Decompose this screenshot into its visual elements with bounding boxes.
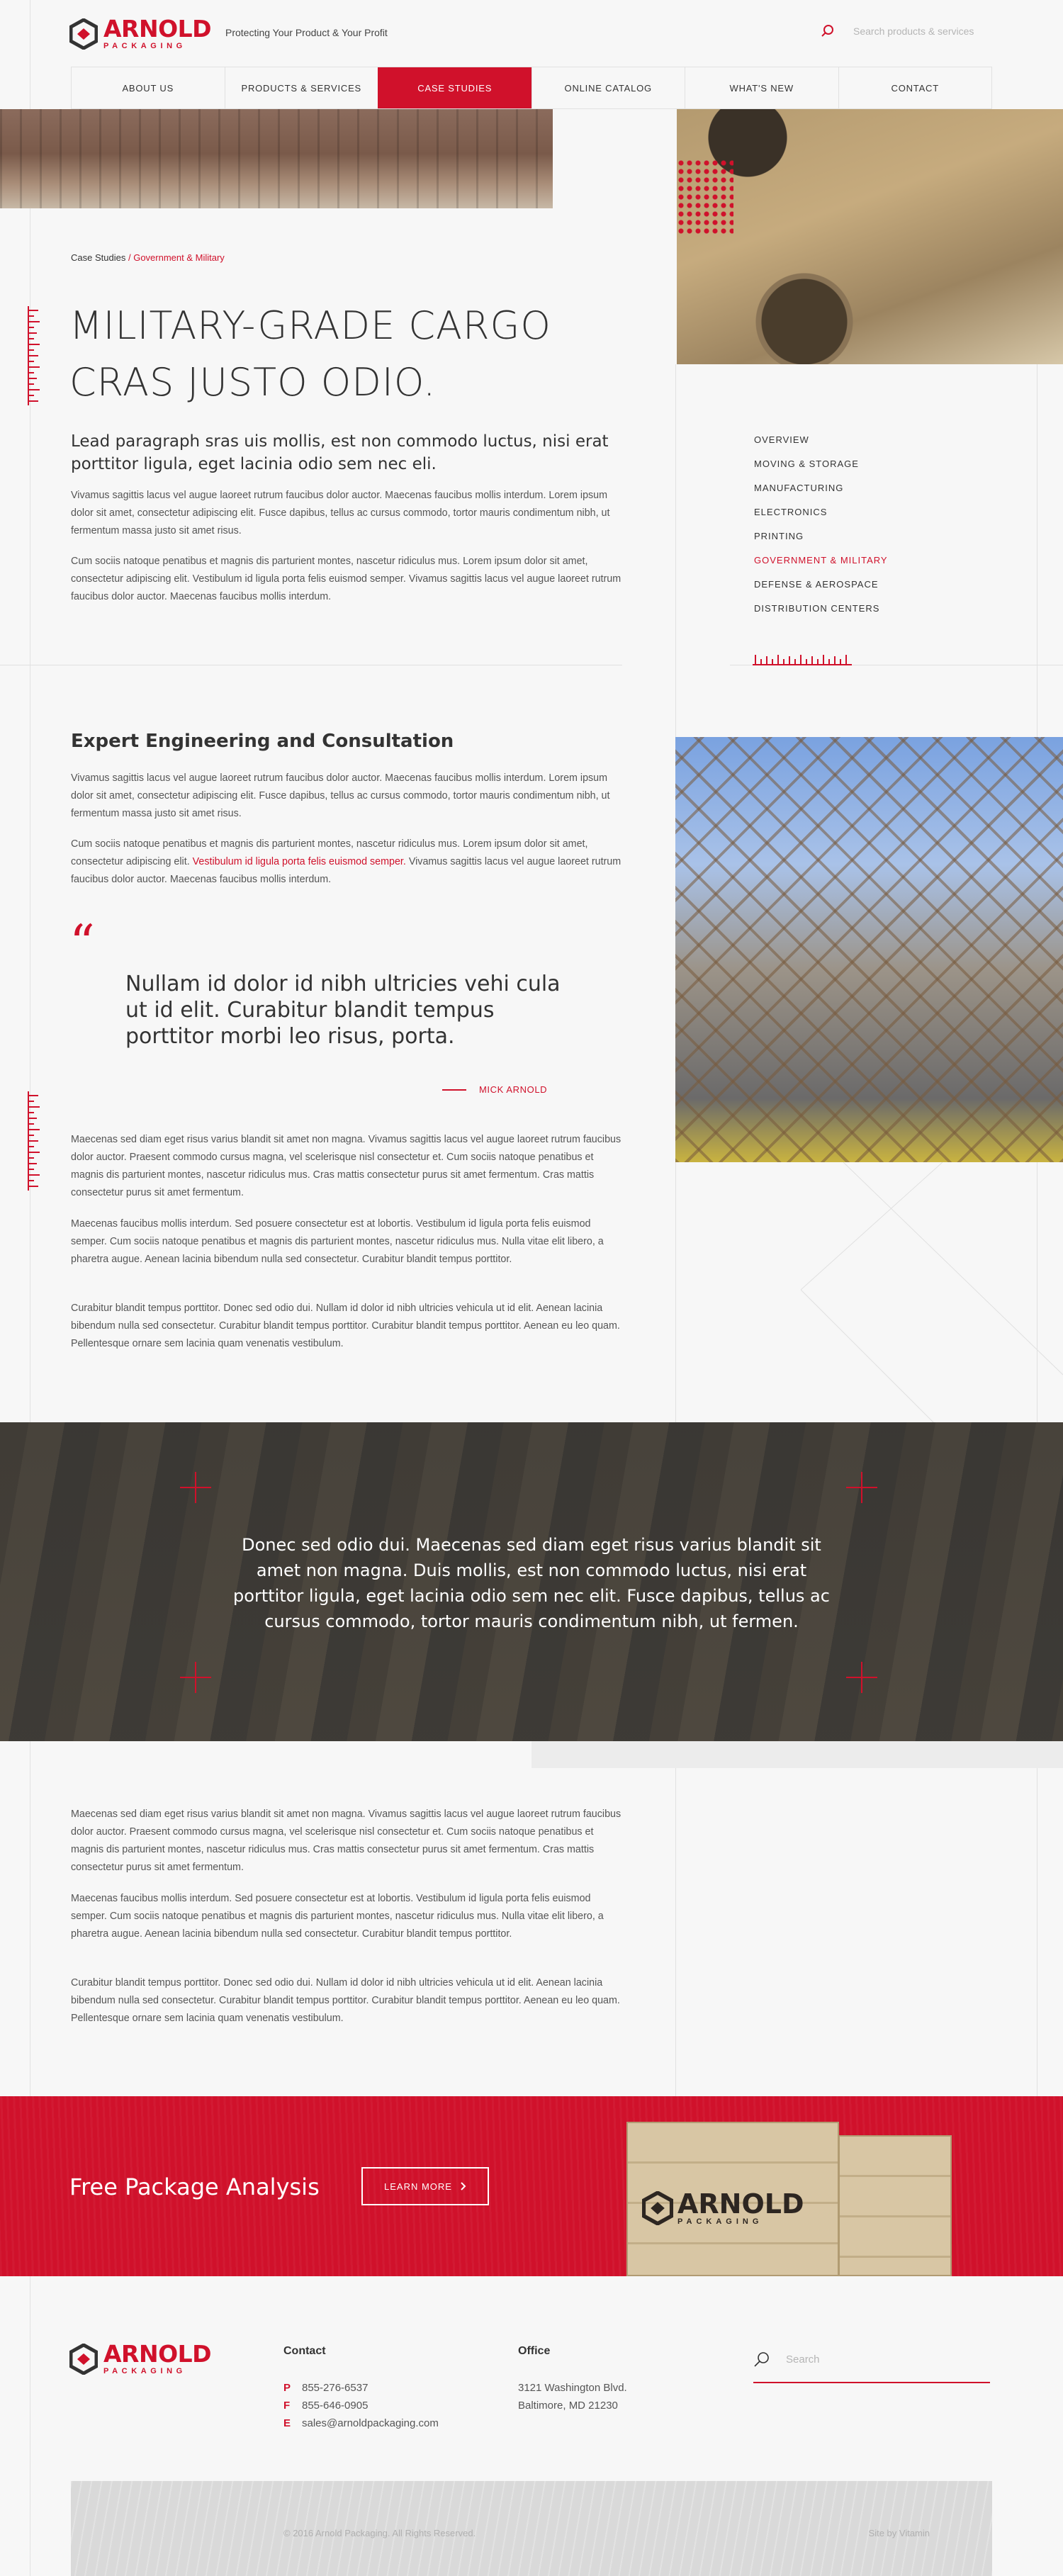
- ruler-ornament-icon: [26, 306, 43, 405]
- footer-phone: [283, 2379, 368, 2397]
- inline-link[interactable]: Vestibulum id ligula porta felis euismod semper.: [192, 856, 406, 867]
- body-paragraph: Maecenas sed diam eget risus varius blandit sit amet non magna. Vivamus sagittis lacus vel augue laoreet rutrum faucibus dolor auctor. Praesent commodo cursus magna, vel scelerisque nisl consectetur et. Cum sociis natoque penatibus et magnis dis parturient montes, nascetur ridiculus mus. Cras mattis consectetur purus sit amet fermentum. Cras mattis consectetur purus sit amet fermentum.: [71, 1134, 622, 1198]
- footer-search[interactable]: [753, 2336, 990, 2383]
- crate-image: [838, 2135, 952, 2276]
- lead-paragraph: Lead paragraph sras uis mollis, est non commodo luctus, nisi erat porttitor ligula, eget lacinia odio sem nec eli.: [71, 432, 609, 473]
- footer-fax: [283, 2397, 368, 2414]
- sidebar-item-printing[interactable]: PRINTING: [754, 531, 804, 541]
- body-paragraph: Maecenas faucibus mollis interdum. Sed posuere consectetur est at lobortis. Vestibulum id ligula porta felis euismod semper. Cum sociis natoque penatibus et magnis dis parturient montes, nascetur ridiculus mus. Nulla vitae elit libero, a pharetra augue. Aenean lacinia bibendum nulla sed consectetur. Curabitur blandit tempus porttitor.: [71, 1893, 604, 1940]
- logo-subtitle: PACKAGING: [103, 2367, 186, 2375]
- sidebar-item-overview[interactable]: OVERVIEW: [754, 434, 809, 445]
- footer-address-line: 3121 Washington Blvd.: [518, 2382, 627, 2394]
- body-paragraph: Maecenas sed diam eget risus varius blandit sit amet non magna. Vivamus sagittis lacus vel augue laoreet rutrum faucibus dolor auctor. Praesent commodo cursus magna, vel scelerisque nisl consectetur et. Cum sociis natoque penatibus et magnis dis parturient montes, nascetur ridiculus mus. Cras mattis consectetur purus sit amet fermentum. Cras mattis consectetur purus sit amet fermentum.: [71, 1809, 622, 1873]
- sidebar-item-electronics[interactable]: ELECTRONICS: [754, 507, 828, 517]
- crosshair-icon: [846, 1472, 877, 1503]
- fax-number: 855-646-0905: [302, 2400, 369, 2412]
- body-paragraph: Vivamus sagittis lacus vel augue laoreet rutrum faucibus dolor auctor. Maecenas faucibus mollis interdum. Lorem ipsum dolor sit amet, consectetur adipiscing elit. Fusce dapibus, tellus ac cursus commodo, tortor mauris condimentum nibh, ut fermentum massa justo sit amet risus.: [71, 772, 610, 819]
- site-credit[interactable]: Site by Vitamin: [868, 2528, 930, 2538]
- breadcrumb: [71, 252, 225, 263]
- crosshair-icon: [180, 1662, 211, 1693]
- sidebar-item-manufacturing[interactable]: MANUFACTURING: [754, 483, 844, 493]
- sidebar-item-defense-aerospace[interactable]: DEFENSE & AEROSPACE: [754, 579, 879, 590]
- header-search[interactable]: [821, 24, 974, 38]
- banner-quote: Donec sed odio dui. Maecenas sed diam eget risus varius blandit sit amet non magna. Duis mollis, est non commodo luctus, nisi erat porttitor ligula, eget lacinia odio sem nec elit. Fusce dapibus, tellus ac cursus commodo, tortor mauris condimentum nibh, ut fermen.: [233, 1535, 830, 1631]
- section-heading: Expert Engineering and Consultation: [71, 731, 454, 752]
- nav-contact[interactable]: CONTACT: [838, 67, 993, 108]
- footer-email: [283, 2414, 439, 2432]
- nav-whats-new[interactable]: WHAT'S NEW: [685, 67, 838, 108]
- search-icon[interactable]: [821, 24, 835, 38]
- quote-attribution: [442, 1084, 547, 1095]
- ruler-ornament-icon: [26, 1091, 43, 1191]
- nav-online-catalog[interactable]: ONLINE CATALOG: [532, 67, 685, 108]
- arnold-hex-logo-icon: [69, 18, 98, 50]
- phone-label: P: [283, 2382, 291, 2394]
- crosshair-icon: [180, 1472, 211, 1503]
- footer-logo[interactable]: [69, 2342, 211, 2375]
- crate-image: [626, 2122, 839, 2276]
- body-paragraph: Cum sociis natoque penatibus et magnis dis parturient montes, nascetur ridiculus mus. Lorem ipsum dolor sit amet, consectetur adipiscing elit. Vestibulum id ligula porta felis euismod semper. Vivamus sagittis lacus vel augue laoreet rutrum faucibus dolor auctor. Maecenas faucibus mollis interdum.: [71, 556, 622, 602]
- arnold-hex-logo-icon: [69, 2344, 98, 2375]
- breadcrumb-current[interactable]: Government & Military: [133, 252, 225, 263]
- footer-bottom-bar: [71, 2481, 992, 2576]
- body-paragraph: Vivamus sagittis lacus vel augue laoreet rutrum faucibus dolor auctor. Maecenas faucibus mollis interdum. Lorem ipsum dolor sit amet, consectetur adipiscing elit. Fusce dapibus, tellus ac cursus commodo, tortor mauris condimentum nibh, ut fermentum massa justo sit amet risus.: [71, 490, 610, 536]
- nav-products-services[interactable]: PRODUCTS & SERVICES: [225, 67, 378, 108]
- fax-label: F: [283, 2400, 291, 2412]
- crate-logo-wordmark: ARNOLD: [677, 2188, 804, 2220]
- learn-more-label: LEARN MORE: [384, 2181, 452, 2192]
- attribution-name: MICK ARNOLD: [479, 1084, 548, 1095]
- phone-number[interactable]: 855-276-6537: [302, 2382, 369, 2394]
- site-logo[interactable]: [69, 17, 211, 50]
- nav-about-us[interactable]: ABOUT US: [71, 67, 225, 108]
- footer-address-line: Baltimore, MD 21230: [518, 2400, 618, 2412]
- page-title: MILITARY-GRADE CARGO CRAS JUSTO ODIO.: [69, 303, 551, 405]
- paragraph-text: Vivamus sagittis lacus vel augue laoreet rutrum faucibus dolor auctor. Maecenas faucibus mollis interdum.: [71, 856, 622, 885]
- hero-image-military-truck: [677, 109, 1063, 364]
- tagline: Protecting Your Product & Your Profit: [225, 27, 388, 38]
- body-paragraph: Maecenas faucibus mollis interdum. Sed posuere consectetur est at lobortis. Vestibulum id ligula porta felis euismod semper. Cum sociis natoque penatibus et magnis dis parturient montes, nascetur ridiculus mus. Nulla vitae elit libero, a pharetra augue. Aenean lacinia bibendum nulla sed consectetur. Curabitur blandit tempus porttitor.: [71, 1218, 604, 1265]
- body-paragraph: Curabitur blandit tempus porttitor. Donec sed odio dui. Nullam id dolor id nibh ultricies vehicula ut id elit. Aenean lacinia bibendum nulla sed consectetur. Curabitur blandit tempus porttitor. Curabitur blandit tempus porttitor. Aenean eu leo quam. Pellentesque ornare sem lacinia quam venenatis vestibulum.: [71, 1303, 620, 1349]
- learn-more-button[interactable]: [361, 2167, 489, 2205]
- crate-logo-subtitle: PACKAGING: [677, 2217, 763, 2226]
- crate-logo: [642, 2190, 804, 2226]
- main-nav: [71, 67, 992, 109]
- paragraph-text: Cum sociis natoque penatibus et magnis dis parturient montes, nascetur ridiculus mus. Lorem ipsum dolor sit amet, consectetur adipiscing elit.: [71, 838, 588, 867]
- pull-quote: Nullam id dolor id nibh ultricies vehi cula ut id elit. Curabitur blandit tempus porttitor morbi leo risus, porta.: [125, 972, 561, 1049]
- sidebar-item-government-military[interactable]: GOVERNMENT & MILITARY: [754, 555, 888, 566]
- email-link[interactable]: sales@arnoldpackaging.com: [302, 2417, 439, 2429]
- hero-image-railcar: [0, 109, 553, 208]
- logo-subtitle: PACKAGING: [103, 42, 186, 50]
- banner-image-tanks: [0, 1422, 1063, 1741]
- nav-case-studies[interactable]: CASE STUDIES: [378, 67, 532, 108]
- sidebar-item-distribution-centers[interactable]: DISTRIBUTION CENTERS: [754, 603, 880, 614]
- footer-contact-heading: Contact: [283, 2345, 326, 2357]
- free-package-analysis-cta: [0, 2096, 1063, 2276]
- crosshair-icon: [846, 1662, 877, 1693]
- cta-title: Free Package Analysis: [69, 2173, 320, 2200]
- cargo-image-military-vehicle: [675, 737, 1063, 1162]
- email-label: E: [283, 2417, 291, 2429]
- breadcrumb-separator: /: [128, 252, 131, 263]
- attribution-dash: [442, 1089, 466, 1091]
- arnold-hex-logo-icon: [642, 2191, 673, 2225]
- sidebar-item-moving-storage[interactable]: MOVING & STORAGE: [754, 459, 859, 469]
- quote-icon: “: [69, 914, 95, 972]
- logo-wordmark: ARNOLD: [103, 15, 212, 43]
- logo-wordmark: ARNOLD: [103, 2340, 212, 2368]
- chevron-right-icon: [461, 2182, 466, 2190]
- body-paragraph: [71, 836, 624, 889]
- decorative-diagonal-lines: [801, 1162, 1063, 1424]
- grid-line: [675, 364, 676, 2096]
- body-paragraph: Curabitur blandit tempus porttitor. Donec sed odio dui. Nullam id dolor id nibh ultricies vehicula ut id elit. Aenean lacinia bibendum nulla sed consectetur. Curabitur blandit tempus porttitor. Curabitur blandit tempus porttitor. Aenean eu leo quam. Pellentesque ornare sem lacinia quam venenatis vestibulum.: [71, 1977, 620, 2024]
- banner-offset-strip: [532, 1741, 1063, 1768]
- footer-office-heading: Office: [518, 2345, 551, 2357]
- search-icon[interactable]: [753, 2351, 770, 2368]
- case-study-sidebar-nav: [754, 433, 888, 626]
- breadcrumb-root[interactable]: Case Studies: [71, 252, 126, 263]
- footer-search-input[interactable]: Search: [786, 2353, 820, 2366]
- ruler-ornament-icon: [753, 655, 852, 672]
- copyright: © 2016 Arnold Packaging. All Rights Reserved.: [283, 2528, 476, 2538]
- search-input[interactable]: Search products & services: [853, 26, 974, 37]
